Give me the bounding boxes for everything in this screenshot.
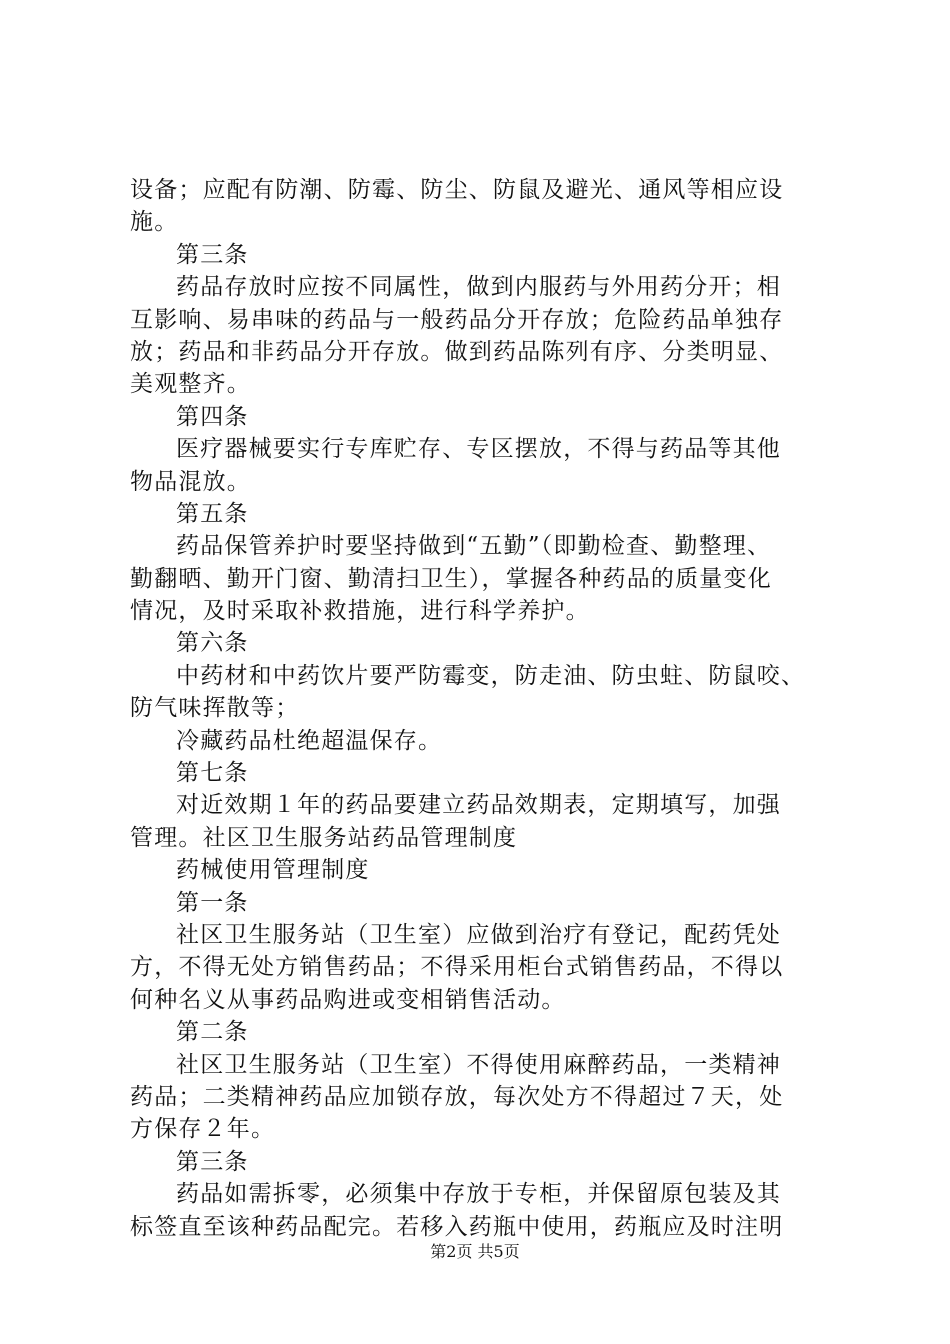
text-line: 医疗器械要实行专库贮存、专区摆放，不得与药品等其他: [176, 436, 781, 463]
page-number-footer: 第2页 共5页: [430, 1242, 520, 1261]
text-line: 施。: [130, 209, 179, 236]
text-line: 药品如需拆零，必须集中存放于专柜，并保留原包装及其: [176, 1181, 781, 1208]
text-line: 互影响、易串味的药品与一般药品分开存放；危险药品单独存: [130, 306, 784, 333]
text-line: 管理。社区卫生服务站药品管理制度: [130, 824, 518, 851]
text-line: 第三条: [176, 1148, 249, 1175]
text-line: 第四条: [176, 403, 249, 430]
text-line: 第二条: [176, 1019, 249, 1046]
text-line: 第三条: [176, 241, 249, 268]
text-line: 第六条: [176, 630, 249, 657]
text-line: 物品混放。: [130, 468, 251, 495]
text-line: 药品；二类精神药品应加锁存放，每次处方不得超过７天，处: [130, 1083, 784, 1110]
text-line: 社区卫生服务站（卫生室）不得使用麻醉药品，一类精神: [176, 1051, 781, 1078]
text-line: 第一条: [176, 889, 249, 916]
text-line: 对近效期１年的药品要建立药品效期表，定期填写，加强: [176, 792, 781, 819]
text-line: 药械使用管理制度: [176, 857, 370, 884]
text-line: 放；药品和非药品分开存放。做到药品陈列有序、分类明显、: [130, 338, 784, 365]
text-line: 冷藏药品杜绝超温保存。: [176, 727, 443, 754]
text-line: 第五条: [176, 500, 249, 527]
text-line: 情况，及时采取补救措施，进行科学养护。: [130, 598, 590, 625]
text-line: 社区卫生服务站（卫生室）应做到治疗有登记，配药凭处: [176, 921, 781, 948]
text-line: 中药材和中药饮片要严防霉变，防走油、防虫蛀、防鼠咬、: [176, 662, 806, 689]
text-line: 设备；应配有防潮、防霉、防尘、防鼠及避光、通风等相应设: [130, 177, 784, 203]
text-line: 药品存放时应按不同属性，做到内服药与外用药分开；相: [176, 274, 781, 301]
text-line: 方保存２年。: [130, 1116, 276, 1143]
text-line: 药品保管养护时要坚持做到“五勤”（即勤检查、勤整理、: [176, 533, 772, 560]
text-line: 防气味挥散等；: [130, 695, 300, 722]
text-line: 勤翻晒、勤开门窗、勤清扫卫生），掌握各种药品的质量变化: [130, 565, 772, 592]
text-line: 美观整齐。: [130, 371, 251, 398]
text-line: 第七条: [176, 760, 249, 787]
text-line: 方，不得无处方销售药品；不得采用柜台式销售药品，不得以: [130, 954, 784, 981]
text-line: 何种名义从事药品购进或变相销售活动。: [130, 986, 566, 1013]
text-line: 标签直至该种药品配完。若移入药瓶中使用，药瓶应及时注明: [130, 1213, 784, 1240]
document-body: [130, 174, 850, 1243]
